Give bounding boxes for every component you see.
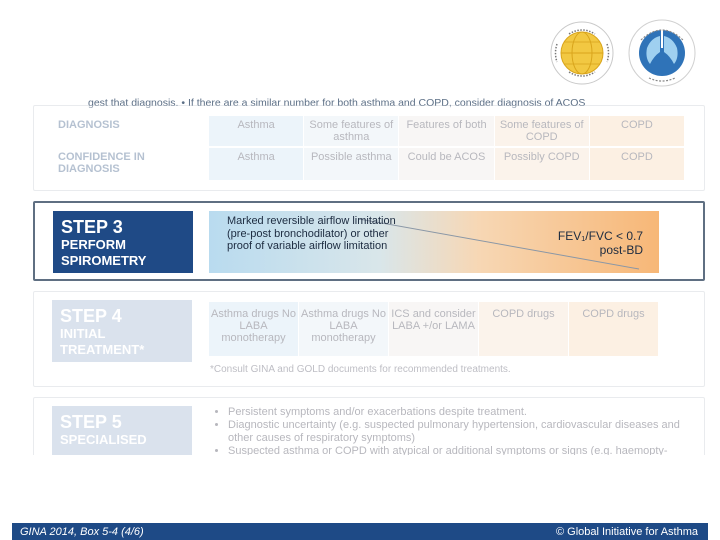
diagnosis-card: [33, 105, 705, 191]
spirometry-copd-text: FEV₁/FVC < 0.7 post-BD: [557, 229, 643, 257]
referral-bullet: • Suspected asthma or COPD with atypical or additional symptoms or signs (e.g. haemopty-: [228, 445, 688, 455]
diagnosis-row: [56, 116, 684, 146]
diagnosis-cell: Features of both: [398, 116, 493, 146]
gold-logo: [549, 20, 615, 86]
gina-logo: [627, 18, 697, 88]
treatment-row: [208, 302, 658, 356]
spirometry-gradient: [209, 211, 659, 273]
step4-subtitle: INITIAL TREATMENT*: [60, 326, 145, 357]
step5-subtitle: SPECIALISED: [60, 432, 147, 447]
treatment-cell: COPD drugs: [478, 302, 568, 356]
confidence-cell: Could be ACOS: [398, 148, 493, 180]
confidence-row-label: CONFIDENCE IN DIAGNOSIS: [58, 151, 145, 175]
figure-top-line: gest that diagnosis. • If there are a similar number for both asthma and COPD, consider diagnosis of ACOS: [88, 97, 586, 109]
gold-logo-graphic: [549, 20, 615, 86]
diagnosis-cell: Some features of COPD: [494, 116, 589, 146]
gina-logo-graphic: [627, 18, 697, 88]
step3-title: STEP 3: [61, 217, 123, 237]
treatment-cell: COPD drugs: [568, 302, 658, 356]
step5-card: [33, 397, 705, 455]
footer-source: GINA 2014, Box 5-4 (4/6): [20, 526, 144, 538]
step3-label-box: [53, 211, 193, 273]
spirometry-asthma-text: Marked reversible airflow limitation (pre-post bronchodilator) or other proof of variable airflow limitation: [227, 215, 396, 252]
footer-copyright: © Global Initiative for Asthma: [555, 526, 698, 538]
treatment-cell: Asthma drugs No LABA monotherapy: [208, 302, 298, 356]
diagnosis-cell: Some features of asthma: [303, 116, 398, 146]
step3-card: [33, 201, 705, 281]
treatment-cell: ICS and consider LABA +/or LAMA: [388, 302, 478, 356]
referral-bullet: • Persistent symptoms and/or exacerbations despite treatment.: [228, 406, 688, 419]
treatment-footnote: *Consult GINA and GOLD documents for recommended treatments.: [210, 364, 511, 375]
confidence-row: [56, 148, 684, 180]
confidence-cell: COPD: [589, 148, 684, 180]
confidence-cell: Possible asthma: [303, 148, 398, 180]
referral-bullets: [218, 406, 688, 455]
step4-label-box: [52, 300, 192, 362]
step4-card: [33, 291, 705, 387]
gina-box-figure: [33, 97, 707, 455]
confidence-cell: Possibly COPD: [494, 148, 589, 180]
confidence-cell: Asthma: [208, 148, 303, 180]
treatment-cell: Asthma drugs No LABA monotherapy: [298, 302, 388, 356]
step5-title: STEP 5: [60, 412, 122, 432]
footer-bar: [12, 523, 708, 540]
diagnosis-cell: Asthma: [208, 116, 303, 146]
step3-subtitle: PERFORM SPIROMETRY: [61, 237, 147, 268]
step5-label-box: [52, 406, 192, 455]
referral-bullet: • Diagnostic uncertainty (e.g. suspected pulmonary hypertension, cardiovascular diseases and other causes of respiratory symptoms): [228, 419, 688, 445]
step4-title: STEP 4: [60, 306, 122, 326]
diagnosis-cell: COPD: [589, 116, 684, 146]
diagnosis-row-label: DIAGNOSIS: [58, 119, 120, 131]
